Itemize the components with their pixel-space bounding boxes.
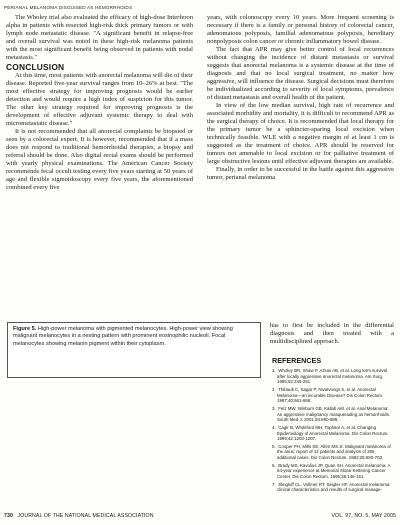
body-paragraph: has to first be included in the differential diagnosis and then treated with a multidisciplined approach.	[270, 322, 394, 345]
reference-item	[272, 425, 394, 442]
body-paragraph: The fact that APR may give better control of local recurrences without changing the incidence of distant metastasis or survival suggests that anorectal melanoma is a systemic disease at the time of diagnosis and that no local surgical treatment, no matter how aggressive, will influence the disease. Surgical decisions must therefore be individualized according to severity of local symptoms, prevalence of distant metastasis and overall health of the patient.	[207, 46, 394, 101]
figure-image-area	[7, 382, 261, 510]
reference-text: Felz MW, Winburn GB, Kallab AM, et al. Anal Melanoma: An aggressive malignancy masquerading as hemorrhoids. South Med J. 2001;94:880-885.	[277, 405, 390, 423]
left-column	[6, 14, 193, 192]
reference-number: 2.	[272, 386, 276, 392]
footer-left	[4, 513, 154, 519]
footer-volume: VOL. 97, NO. 5, MAY 2005	[331, 513, 396, 519]
journal-name: JOURNAL OF THE NATIONAL MEDICAL ASSOCIATION	[17, 513, 154, 519]
right-column-continuation	[270, 322, 394, 346]
reference-text: Brady MS, Kavolius JP, Quan SH. Anorectal melanoma. A 64-year experience at Memorial Sloan-Kettering Cancer Center. Dis Colon Rectum. 1995;38:146-151.	[277, 462, 391, 480]
body-paragraph: It is not recommended that all anorectal complaints be biopsied or seen by a colorectal expert. It is however, recommended that if a mass does not respond to traditional hemorrhoidal therapies, a biopsy and referral should be done. Also digital rectal exams should be performed with yearly physical examinations. The American Cancer Society recommends fecal occult testing every five years starting at 50 years of age and flexible sigmoidoscopy every five years, the aforementioned combined every five	[6, 128, 193, 191]
reference-number: 5.	[272, 443, 276, 449]
reference-number: 4.	[272, 424, 276, 430]
figure-caption	[13, 326, 255, 348]
reference-number: 6.	[272, 462, 276, 468]
reference-text: Cooper PH, Mills SE, Allen MS Jr. Malignant melanoma of the anus: report of 12 patients and analysis of 255 additional cases. Dis Colon Rectum. 1982;25:693-703.	[277, 443, 391, 461]
running-head: PERIANAL MELANOMA DISGUISED AS HEMORRHOIDS	[4, 5, 133, 10]
reference-item	[272, 406, 394, 423]
reference-item	[272, 368, 394, 385]
reference-number: 3.	[272, 405, 276, 411]
reference-text: Thibault C, Sagar P, Nivatvongs S, et al. Anorectal Melanoma—an incurable Disease? Dis Colon Rectum. 1997;40:661-668.	[277, 386, 384, 404]
reference-item	[272, 482, 394, 493]
reference-item	[272, 444, 394, 461]
reference-item	[272, 463, 394, 480]
references-list	[272, 368, 394, 493]
reference-item	[272, 387, 394, 404]
body-paragraph: Finally, in order to be successful in the battle against this aggressive tumor, perianal melanoma	[207, 166, 394, 181]
reference-text: Cagir B, Whiteford MH, Topham A, et al. Changing Epidemiology of Anorectal Melanoma. Dis Colon Rectum. 1999;42:1203-1207.	[277, 424, 389, 442]
figure-label: Figure 5.	[13, 326, 37, 332]
reference-number: 7.	[272, 481, 276, 487]
body-paragraph: years, with colonoscopy every 10 years. More frequent screening is necessary if there is a family or personal history of colorectal cancer, adenomatous polyposis, familial adenomatous polyposis, hereditary nonpolyposis colon cancer or chronic inflammatory bowel disease.	[207, 14, 394, 45]
body-paragraph: In view of the low median survival, high rate of recurrence and associated morbidity and mortality, it is difficult to recommend APR as the surgical therapy of choice. It is recommended that local therapy for the primary tumor be a sphincter-sparing local excision when technically feasible. WLE with a negative margin of at least 1 cm is suggested as the treatment of choice. APR should be reserved for tumors not amenable to local excision or for palliative treatment of large obstructive lesions until effective adjuvant therapies are available.	[207, 102, 394, 165]
body-paragraph: At this time, most patients with anorectal melanoma will die of their disease. Reported five-year survival ranges from 10–26% at best. "The most effective strategy for improving prognosis would be earlier detection and would require a high index of suspicion for this tumor. The other key strategy required for improving prognosis is the development of effective adjuvant systemic therapy to deal with micrometastatic disease."	[6, 72, 193, 127]
right-column	[207, 14, 394, 182]
body-paragraph: The Wholey trial also evaluated the efficacy of high-dose Interferon alpha in patients with resected high-risk thick primary tumors or with lymph node metastatic disease. "A significant benefit in relapse-free and overall survival was noted in these high-risk melanoma patients with the most significant benefit being observed in patients with nodal metastasis."	[6, 14, 193, 61]
reference-text: Wholey BR, Shaw P, Azlow AB, et al. Long term survival after locally aggressive anorectal melanoma. Am Surg. 1995;62:245-251.	[277, 368, 387, 385]
reference-number: 1.	[272, 368, 276, 373]
references-heading: REFERENCES	[272, 356, 322, 365]
reference-text: Slingluff CL, Vollmer RT, Seigler HF. Anorectal melanoma: clinical characteristics and results of surgical manage-	[277, 481, 391, 493]
page-number: 730	[4, 513, 13, 519]
figure-caption-box	[7, 322, 261, 378]
references-section	[272, 356, 394, 495]
section-heading-conclusion: CONCLUSION	[6, 62, 65, 72]
figure-caption-text: High-power melanoma with pigmented melanocytes. High-power view showing malignant melanocytes in a nesting pattern with prominent eosinophilic nucleoli. Focal melanocytes showing melanin pigment within their cytoplasm.	[13, 326, 233, 347]
